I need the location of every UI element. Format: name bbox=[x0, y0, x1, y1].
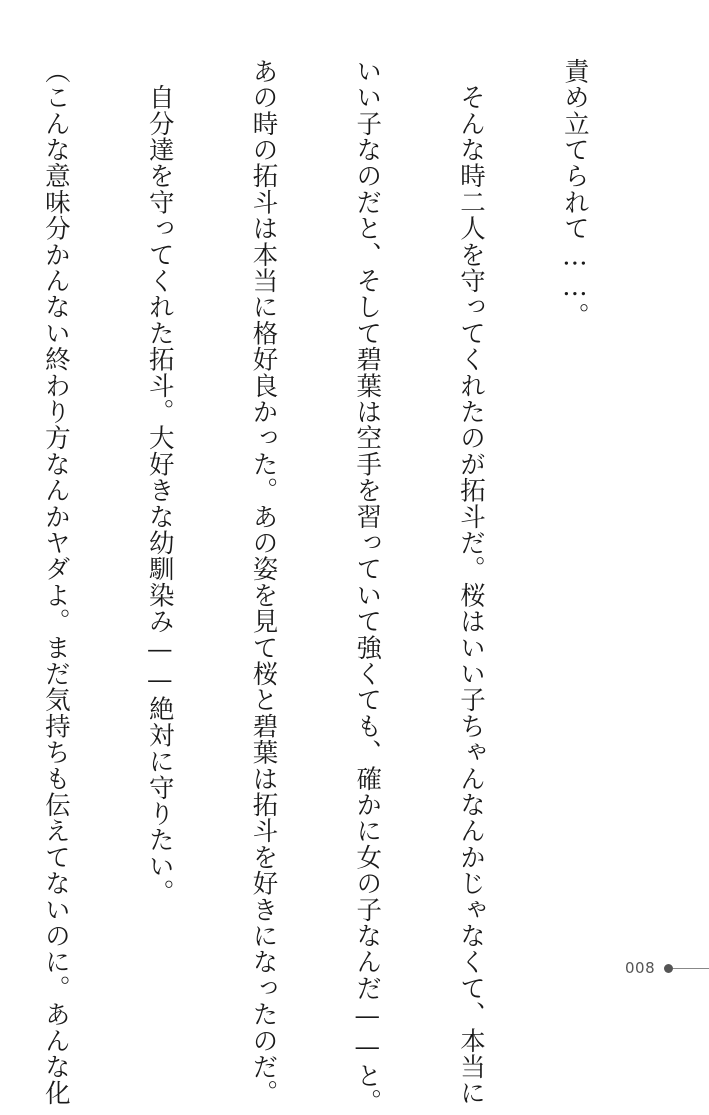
text-line: 自分達を守ってくれた拓斗。大好きな幼馴染み——絶対に守りたい。 bbox=[144, 58, 175, 906]
page-marker-dot-icon bbox=[664, 964, 673, 973]
text-line: 責め立てられて……。 bbox=[559, 58, 590, 329]
page-marker-rule bbox=[673, 968, 709, 969]
page-number: 008 bbox=[625, 959, 656, 977]
text-line: あの時の拓斗は本当に格好良かった。あの姿を見て桜と碧葉は拓斗を好きになったのだ。 bbox=[248, 58, 279, 1106]
text-line: いい子なのだと、そして碧葉は空手を習っていて強くても、確かに女の子なんだ——と。 bbox=[352, 58, 383, 1115]
text-line: そんな時二人を守ってくれたのが拓斗だ。桜はいい子ちゃんなんかじゃなくて、本当に bbox=[456, 58, 487, 1106]
page-footer bbox=[625, 959, 709, 977]
text-line: （こんな意味分かんない終わり方なんかヤダよ。まだ気持ちも伝えてないのに。あんな化 bbox=[40, 58, 71, 1106]
